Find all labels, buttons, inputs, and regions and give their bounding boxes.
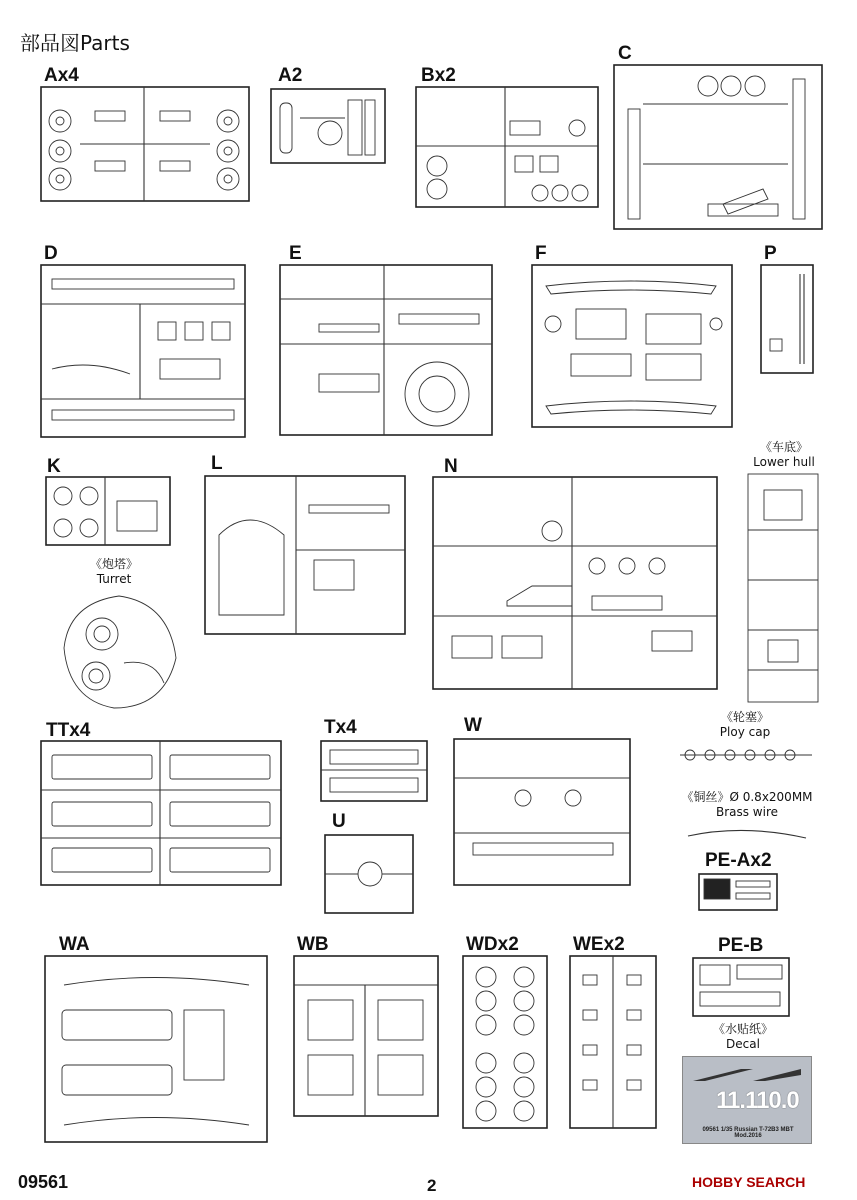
sprue-l-frame bbox=[204, 475, 408, 637]
brass-wire-drawing bbox=[684, 822, 810, 846]
brass-wire-caption-cn: 《铜丝》Ø 0.8x200MM bbox=[681, 790, 813, 804]
sprue-label-tx4: Tx4 bbox=[324, 717, 357, 738]
sprue-label-u: U bbox=[332, 811, 346, 832]
poly-cap-drawing bbox=[676, 740, 816, 770]
turret-caption-cn: 《炮塔》 bbox=[89, 557, 138, 571]
sprue-label-wb: WB bbox=[297, 934, 329, 955]
sprue-label-w: W bbox=[464, 715, 482, 736]
turret-drawing bbox=[54, 588, 182, 714]
sprue-label-pe-b: PE-B bbox=[718, 935, 764, 956]
decal-caption-en: Decal bbox=[726, 1037, 760, 1051]
watermark: HOBBY SEARCH bbox=[692, 1174, 806, 1190]
sprue-label-wdx2: WDx2 bbox=[466, 934, 519, 955]
sprue-ttx4-frame bbox=[40, 740, 284, 888]
sprue-ax4-frame bbox=[40, 86, 252, 204]
turret-caption bbox=[74, 557, 154, 587]
sprue-label-pe-ax2: PE-Ax2 bbox=[705, 850, 772, 871]
sprue-label-wex2: WEx2 bbox=[573, 934, 625, 955]
sprue-wex2-frame bbox=[569, 955, 659, 1131]
decal-subtitle: 09561 1/35 Russian T-72B3 MBT Mod.2016 bbox=[702, 1127, 794, 1139]
sprue-label-k: K bbox=[47, 456, 61, 477]
lower-hull-caption-cn: 《车底》 bbox=[759, 440, 808, 454]
sprue-k-frame bbox=[45, 476, 173, 548]
sprue-label-ttx4: TTx4 bbox=[46, 720, 91, 741]
sprue-wa-frame bbox=[44, 955, 270, 1145]
sprue-n-frame bbox=[432, 476, 720, 692]
poly-cap-caption-cn: 《轮塞》 bbox=[720, 710, 769, 724]
sprue-label-e: E bbox=[289, 243, 302, 264]
lower-hull-caption bbox=[740, 440, 828, 470]
sprue-d-frame bbox=[40, 264, 248, 440]
poly-cap-caption-en: Ploy cap bbox=[719, 725, 771, 739]
sprue-label-ax4: Ax4 bbox=[44, 65, 79, 86]
sprue-label-l: L bbox=[211, 453, 223, 474]
sprue-label-bx2: Bx2 bbox=[421, 65, 456, 86]
page-number: 2 bbox=[427, 1176, 437, 1195]
decal-caption-cn: 《水贴纸》 bbox=[712, 1022, 773, 1036]
sprue-label-a2: A2 bbox=[278, 65, 303, 86]
page-title: 部品図Parts bbox=[20, 31, 130, 55]
pe-ax2-frame bbox=[698, 873, 780, 913]
sprue-label-f: F bbox=[535, 243, 547, 264]
sprue-label-wa: WA bbox=[59, 934, 90, 955]
sprue-wdx2-frame bbox=[462, 955, 550, 1131]
sprue-e-frame bbox=[279, 264, 495, 438]
sprue-u-frame bbox=[324, 834, 416, 916]
sprue-c-frame bbox=[613, 64, 825, 232]
turret-caption-en: Turret bbox=[96, 572, 132, 586]
sprue-w-frame bbox=[453, 738, 633, 888]
sprue-label-n: N bbox=[444, 456, 458, 477]
decal-number: 11.110.0 bbox=[716, 1087, 799, 1114]
sprue-bx2-frame bbox=[415, 86, 601, 210]
decal-caption bbox=[703, 1022, 783, 1052]
pe-b-frame bbox=[692, 957, 792, 1019]
sprue-label-c: C bbox=[618, 43, 632, 64]
decal-sheet bbox=[682, 1056, 812, 1144]
brass-wire-caption-en: Brass wire bbox=[715, 805, 779, 819]
lower-hull-caption-en: Lower hull bbox=[753, 455, 815, 469]
sprue-a2-frame bbox=[270, 88, 388, 166]
decal-stripes bbox=[693, 1067, 801, 1087]
brass-wire-caption bbox=[672, 790, 822, 820]
sprue-label-p: P bbox=[764, 243, 777, 264]
sprue-wb-frame bbox=[293, 955, 441, 1119]
lower-hull-drawing bbox=[744, 470, 822, 706]
poly-cap-caption bbox=[700, 710, 790, 740]
sprue-tx4-frame bbox=[320, 740, 430, 804]
sprue-p-frame bbox=[760, 264, 816, 376]
sprue-f-frame bbox=[531, 264, 735, 430]
sprue-label-d: D bbox=[44, 243, 58, 264]
product-code: 09561 bbox=[18, 1172, 69, 1192]
